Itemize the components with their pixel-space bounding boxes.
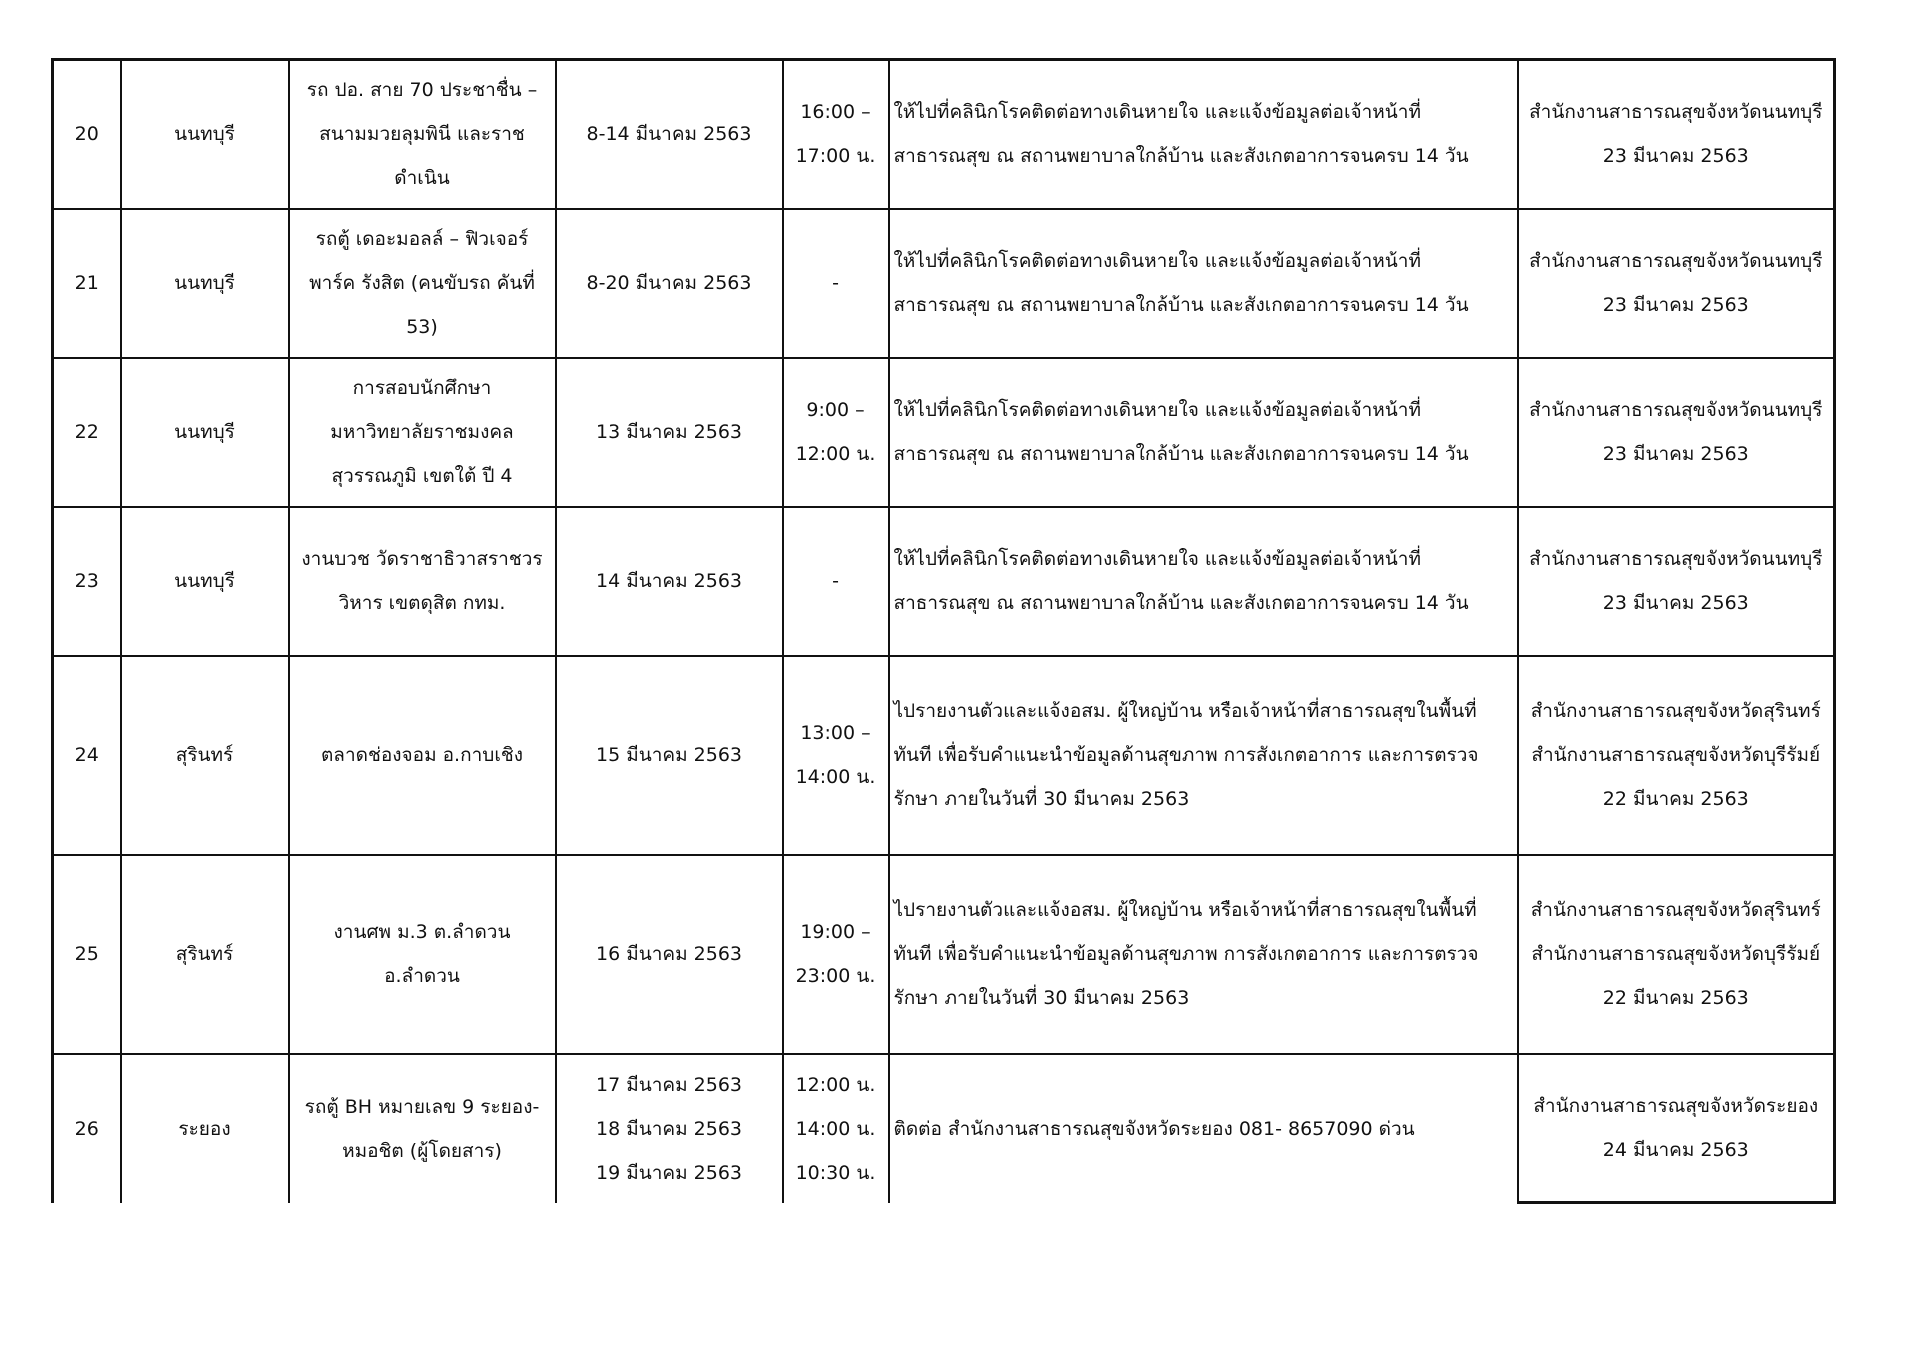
table-row	[53, 209, 1835, 358]
place-line: พาร์ค รังสิต (คนขับรถ คันที่	[309, 272, 535, 294]
date-cell	[556, 656, 783, 855]
date-line: 17 มีนาคม 2563	[595, 1073, 743, 1096]
time-cell	[783, 507, 889, 656]
place-line: การสอบนักศึกษา	[352, 377, 492, 399]
time-cell	[783, 358, 889, 507]
place-line: 53)	[406, 316, 438, 338]
place-cell	[289, 209, 556, 358]
table-row	[53, 1054, 1835, 1203]
date-cell	[556, 60, 783, 209]
time-line: 16:00 –	[800, 101, 871, 124]
advice-cell	[889, 656, 1518, 855]
date-line: 19 มีนาคม 2563	[595, 1161, 743, 1184]
advice-cell	[889, 507, 1518, 656]
advice-line: ให้ไปที่คลินิกโรคติดต่อทางเดินหายใจ และแจ้งข้อมูลต่อเจ้าหน้าที่	[893, 250, 1421, 272]
source-cell	[1518, 1054, 1835, 1203]
time-line: 13:00 –	[800, 722, 871, 744]
province-cell: สุรินทร์	[121, 855, 289, 1054]
source-cell	[1518, 656, 1835, 855]
place-cell	[289, 855, 556, 1054]
advice-cell	[889, 855, 1518, 1054]
time-cell	[783, 60, 889, 209]
province-cell: นนทบุรี	[121, 358, 289, 507]
place-cell	[289, 60, 556, 209]
source-line: 22 มีนาคม 2563	[1602, 788, 1749, 810]
date-cell	[556, 507, 783, 656]
source-line: 24 มีนาคม 2563	[1602, 1138, 1749, 1161]
date-cell	[556, 209, 783, 358]
source-line: 22 มีนาคม 2563	[1602, 987, 1749, 1009]
advice-line: รักษา ภายในวันที่ 30 มีนาคม 2563	[893, 987, 1190, 1009]
advice-line: สาธารณสุข ณ สถานพยาบาลใกล้บ้าน และสังเกตอาการจนครบ 14 วัน	[893, 592, 1469, 614]
province-cell: สุรินทร์	[121, 656, 289, 855]
source-line: สำนักงานสาธารณสุขจังหวัดสุรินทร์	[1530, 899, 1821, 921]
advice-line: ไปรายงานตัวและแจ้งอสม. ผู้ใหญ่บ้าน หรือเจ้าหน้าที่สาธารณสุขในพื้นที่	[893, 700, 1477, 722]
time-line: 10:30 น.	[795, 1161, 876, 1184]
source-cell	[1518, 358, 1835, 507]
source-line: สำนักงานสาธารณสุขจังหวัดนนทบุรี	[1529, 250, 1823, 272]
time-line: 14:00 น.	[795, 1117, 876, 1140]
advice-line: ให้ไปที่คลินิกโรคติดต่อทางเดินหายใจ และแจ้งข้อมูลต่อเจ้าหน้าที่	[893, 548, 1421, 570]
source-cell	[1518, 209, 1835, 358]
source-line: 23 มีนาคม 2563	[1602, 145, 1749, 168]
advice-cell	[889, 1054, 1518, 1203]
date-line: 16 มีนาคม 2563	[595, 943, 743, 965]
advice-line: สาธารณสุข ณ สถานพยาบาลใกล้บ้าน และสังเกตอาการจนครบ 14 วัน	[893, 443, 1469, 465]
advice-cell	[889, 209, 1518, 358]
advice-line: ติดต่อ สำนักงานสาธารณสุขจังหวัดระยอง 081- 8657090 ด่วน	[893, 1117, 1415, 1140]
time-cell	[783, 855, 889, 1054]
source-line: 23 มีนาคม 2563	[1602, 443, 1749, 465]
place-cell	[289, 656, 556, 855]
place-cell	[289, 507, 556, 656]
row-number-cell: 22	[53, 358, 121, 507]
time-line: 14:00 น.	[795, 766, 876, 788]
time-line: 9:00 –	[806, 399, 865, 421]
place-line: มหาวิทยาลัยราชมงคล	[330, 421, 514, 443]
time-cell	[783, 1054, 889, 1203]
source-line: สำนักงานสาธารณสุขจังหวัดนนทบุรี	[1529, 101, 1823, 124]
source-cell	[1518, 60, 1835, 209]
source-line: สำนักงานสาธารณสุขจังหวัดนนทบุรี	[1529, 399, 1823, 421]
advice-line: ทันที เพื่อรับคำแนะนำข้อมูลด้านสุขภาพ การสังเกตอาการ และการตรวจ	[893, 943, 1479, 965]
time-line: 23:00 น.	[795, 965, 876, 987]
place-line: หมอชิต (ผู้โดยสาร)	[342, 1139, 502, 1162]
row-number-cell: 25	[53, 855, 121, 1054]
advice-line: ให้ไปที่คลินิกโรคติดต่อทางเดินหายใจ และแจ้งข้อมูลต่อเจ้าหน้าที่	[893, 399, 1421, 421]
table-row	[53, 656, 1835, 855]
source-line: สำนักงานสาธารณสุขจังหวัดบุรีรัมย์	[1531, 943, 1821, 965]
date-line: 13 มีนาคม 2563	[595, 421, 743, 443]
date-line: 14 มีนาคม 2563	[595, 570, 743, 592]
time-line: 12:00 น.	[795, 1073, 876, 1096]
exposure-table	[51, 58, 1836, 1204]
place-line: ดำเนิน	[394, 167, 450, 190]
place-line: รถตู้ BH หมายเลข 9 ระยอง-	[304, 1095, 540, 1118]
advice-line: ให้ไปที่คลินิกโรคติดต่อทางเดินหายใจ และแจ้งข้อมูลต่อเจ้าหน้าที่	[893, 101, 1421, 124]
date-line: 8-14 มีนาคม 2563	[586, 123, 752, 146]
time-line: 17:00 น.	[795, 145, 876, 168]
place-line: สนามมวยลุมพินี และราช	[319, 123, 525, 146]
row-number-cell: 26	[53, 1054, 121, 1203]
advice-line: สาธารณสุข ณ สถานพยาบาลใกล้บ้าน และสังเกตอาการจนครบ 14 วัน	[893, 145, 1469, 168]
place-cell	[289, 358, 556, 507]
province-cell: นนทบุรี	[121, 209, 289, 358]
province-cell: นนทบุรี	[121, 60, 289, 209]
place-line: สุวรรณภูมิ เขตใต้ ปี 4	[331, 465, 513, 487]
place-line: ตลาดช่องจอม อ.กาบเชิง	[320, 744, 524, 766]
time-cell	[783, 209, 889, 358]
time-line: 19:00 –	[800, 921, 871, 943]
time-cell	[783, 656, 889, 855]
province-cell: ระยอง	[121, 1054, 289, 1203]
source-line: สำนักงานสาธารณสุขจังหวัดนนทบุรี	[1529, 548, 1823, 570]
date-line: 18 มีนาคม 2563	[595, 1117, 743, 1140]
source-cell	[1518, 507, 1835, 656]
date-cell	[556, 358, 783, 507]
source-line: 23 มีนาคม 2563	[1602, 592, 1749, 614]
source-cell	[1518, 855, 1835, 1054]
row-number-cell: 24	[53, 656, 121, 855]
date-cell	[556, 855, 783, 1054]
place-line: อ.ลำดวน	[384, 965, 460, 987]
table-row	[53, 358, 1835, 507]
advice-line: รักษา ภายในวันที่ 30 มีนาคม 2563	[893, 788, 1190, 810]
table-row	[53, 507, 1835, 656]
province-cell: นนทบุรี	[121, 507, 289, 656]
source-line: สำนักงานสาธารณสุขจังหวัดระยอง	[1533, 1094, 1819, 1117]
date-line: 15 มีนาคม 2563	[595, 744, 743, 766]
row-number-cell: 23	[53, 507, 121, 656]
source-line: สำนักงานสาธารณสุขจังหวัดสุรินทร์	[1530, 700, 1821, 722]
advice-cell	[889, 358, 1518, 507]
source-line: 23 มีนาคม 2563	[1602, 294, 1749, 316]
date-line: 8-20 มีนาคม 2563	[586, 272, 752, 294]
time-line: -	[832, 570, 839, 592]
row-number-cell: 20	[53, 60, 121, 209]
table-row	[53, 60, 1835, 209]
table-row	[53, 855, 1835, 1054]
place-line: งานบวช วัดราชาธิวาสราชวร	[301, 548, 543, 570]
place-cell	[289, 1054, 556, 1203]
advice-cell	[889, 60, 1518, 209]
date-cell	[556, 1054, 783, 1203]
place-line: รถตู้ เดอะมอลล์ – ฟิวเจอร์	[315, 228, 529, 250]
time-line: 12:00 น.	[795, 443, 876, 465]
place-line: งานศพ ม.3 ต.ลำดวน	[333, 921, 511, 943]
advice-line: ไปรายงานตัวและแจ้งอสม. ผู้ใหญ่บ้าน หรือเจ้าหน้าที่สาธารณสุขในพื้นที่	[893, 899, 1477, 921]
place-line: รถ ปอ. สาย 70 ประชาชื่น –	[306, 79, 538, 102]
row-number-cell: 21	[53, 209, 121, 358]
source-line: สำนักงานสาธารณสุขจังหวัดบุรีรัมย์	[1531, 744, 1821, 766]
time-line: -	[832, 272, 839, 294]
advice-line: ทันที เพื่อรับคำแนะนำข้อมูลด้านสุขภาพ การสังเกตอาการ และการตรวจ	[893, 744, 1479, 766]
advice-line: สาธารณสุข ณ สถานพยาบาลใกล้บ้าน และสังเกตอาการจนครบ 14 วัน	[893, 294, 1469, 316]
place-line: วิหาร เขตดุสิต กทม.	[338, 592, 506, 614]
